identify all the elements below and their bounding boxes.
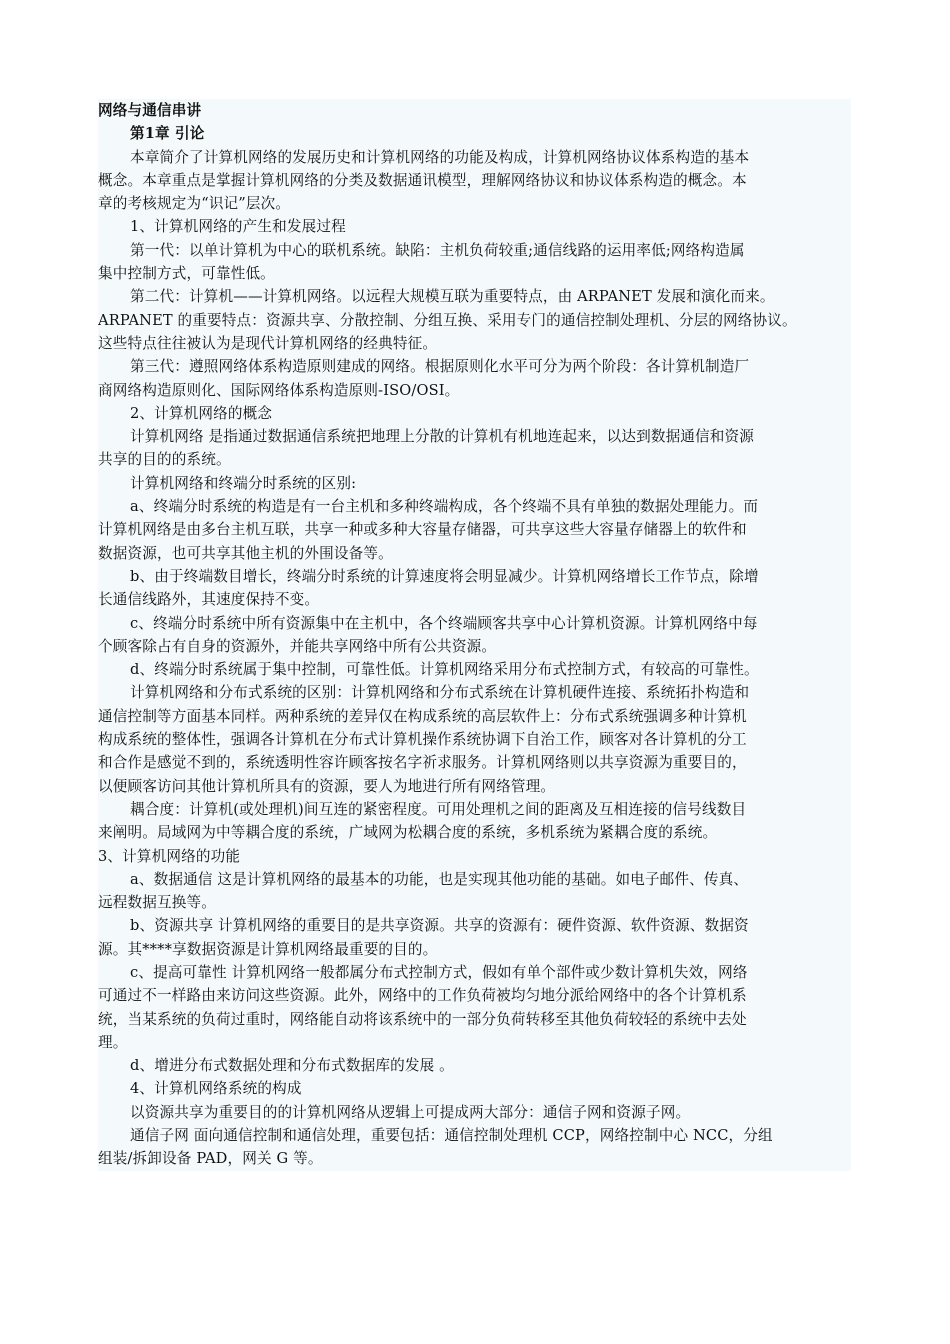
text-line: 第一代：以单计算机为中心的联机系统。缺陷：主机负荷较重;通信线路的运用率低;网络构造属 bbox=[130, 241, 745, 259]
text-line: 通信子网 面向通信控制和通信处理，重要包括：通信控制处理机 CCP，网络控制中心 NCC，分组 bbox=[130, 1127, 773, 1145]
text-line: 耦合度：计算机(或处理机)间互连的紧密程度。可用处理机之间的距离及互相连接的信号线数目 bbox=[130, 800, 747, 818]
text-line: 本章简介了计算机网络的发展历史和计算机网络的功能及构成，计算机网络协议体系构造的基本 bbox=[130, 148, 750, 166]
text-line: 统，当某系统的负荷过重时，网络能自动将该系统中的一部分负荷转移至其他负荷较轻的系统中去处 bbox=[98, 1010, 747, 1028]
text-line: a、数据通信 这是计算机网络的最基本的功能，也是实现其他功能的基础。如电子邮件、传真、 bbox=[130, 870, 749, 888]
text-line: 章的考核规定为“识记”层次。 bbox=[98, 195, 291, 213]
text-line: 3、计算机网络的功能 bbox=[98, 847, 241, 865]
chapter-heading: 第1章 引论 bbox=[130, 125, 205, 143]
text-line: ARPANET 的重要特点：资源共享、分散控制、分组互换、采用专门的通信控制处理机、分层的网络协议。 bbox=[98, 311, 797, 329]
text-line: 远程数据互换等。 bbox=[98, 894, 216, 912]
text-line: 集中控制方式，可靠性低。 bbox=[98, 265, 275, 283]
text-line: 以资源共享为重要目的的计算机网络从逻辑上可提成两大部分：通信子网和资源子网。 bbox=[130, 1103, 691, 1121]
text-line: 理。 bbox=[98, 1033, 128, 1051]
text-line: 和合作是感觉不到的，系统透明性容许顾客按名字祈求服务。计算机网络则以共享资源为重要目的， bbox=[98, 754, 747, 772]
text-line: d、终端分时系统属于集中控制，可靠性低。计算机网络采用分布式控制方式，有较高的可靠性。 bbox=[130, 661, 759, 679]
text-line: 计算机网络 是指通过数据通信系统把地理上分散的计算机有机地连起来，以达到数据通信和资源 bbox=[130, 428, 755, 446]
text-line: 计算机网络和分布式系统的区别：计算机网络和分布式系统在计算机硬件连接、系统拓扑构造和 bbox=[130, 684, 750, 702]
text-line: 计算机网络是由多台主机互联，共享一种或多种大容量存储器，可共享这些大容量存储器上的软件和 bbox=[98, 521, 747, 539]
text-line: 概念。本章重点是掌握计算机网络的分类及数据通讯模型，理解网络协议和协议体系构造的概念。本 bbox=[98, 171, 747, 189]
text-line: 以便顾客访问其他计算机所具有的资源，要人为地进行所有网络管理。 bbox=[98, 777, 556, 795]
text-line: c、提高可靠性 计算机网络一般都属分布式控制方式，假如有单个部件或少数计算机失效，网络 bbox=[130, 963, 748, 981]
text-line: 1、计算机网络的产生和发展过程 bbox=[130, 218, 346, 236]
text-line: c、终端分时系统中所有资源集中在主机中，各个终端顾客共享中心计算机资源。计算机网络中每 bbox=[130, 614, 758, 632]
text-line: 长通信线路外，其速度保持不变。 bbox=[98, 591, 320, 609]
text-line: 第三代：遵照网络体系构造原则建成的网络。根据原则化水平可分为两个阶段：各计算机制造厂 bbox=[130, 358, 750, 376]
text-line: 组装/拆卸设备 PAD，网关 G 等。 bbox=[98, 1150, 323, 1168]
text-line: 商网络构造原则化、国际网络体系构造原则-ISO/OSI。 bbox=[98, 381, 460, 399]
text-line: 可通过不一样路由来访问这些资源。此外，网络中的工作负荷被均匀地分派给网络中的各个计算机系 bbox=[98, 987, 747, 1005]
text-line: 2、计算机网络的概念 bbox=[130, 404, 273, 422]
text-line: 这些特点往往被认为是现代计算机网络的经典特征。 bbox=[98, 334, 438, 352]
text-line: a、终端分时系统的构造是有一台主机和多种终端构成，各个终端不具有单独的数据处理能力。而 bbox=[130, 498, 759, 516]
text-line: 源。其****享数据资源是计算机网络最重要的目的。 bbox=[98, 940, 438, 958]
text-line: b、资源共享 计算机网络的重要目的是共享资源。共享的资源有：硬件资源、软件资源、数据资 bbox=[130, 917, 749, 935]
text-line: b、由于终端数目增长，终端分时系统的计算速度将会明显减少。计算机网络增长工作节点，除增 bbox=[130, 567, 759, 585]
text-line: 4、计算机网络系统的构成 bbox=[130, 1080, 302, 1098]
text-line: 构成系统的整体性，强调各计算机在分布式计算机操作系统协调下自治工作，顾客对各计算机的分工 bbox=[98, 731, 747, 749]
text-line: 计算机网络和终端分时系统的区别: bbox=[130, 474, 357, 492]
text-line: d、增进分布式数据处理和分布式数据库的发展 。 bbox=[130, 1057, 454, 1075]
text-line: 数据资源，也可共享其他主机的外围设备等。 bbox=[98, 544, 393, 562]
document-page bbox=[98, 99, 851, 1171]
document-title: 网络与通信串讲 bbox=[98, 102, 202, 119]
text-line: 通信控制等方面基本同样。两种系统的差异仅在构成系统的高层软件上：分布式系统强调多种计算机 bbox=[98, 707, 747, 725]
text-line: 第二代：计算机——计算机网络。以远程大规模互联为重要特点，由 ARPANET 发展和演化而来。 bbox=[130, 288, 775, 306]
text-line: 来阐明。局域网为中等耦合度的系统，广域网为松耦合度的系统，多机系统为紧耦合度的系统。 bbox=[98, 824, 718, 842]
text-line: 共享的目的的系统。 bbox=[98, 451, 231, 469]
text-line: 个顾客除占有自身的资源外，并能共享网络中所有公共资源。 bbox=[98, 637, 497, 655]
